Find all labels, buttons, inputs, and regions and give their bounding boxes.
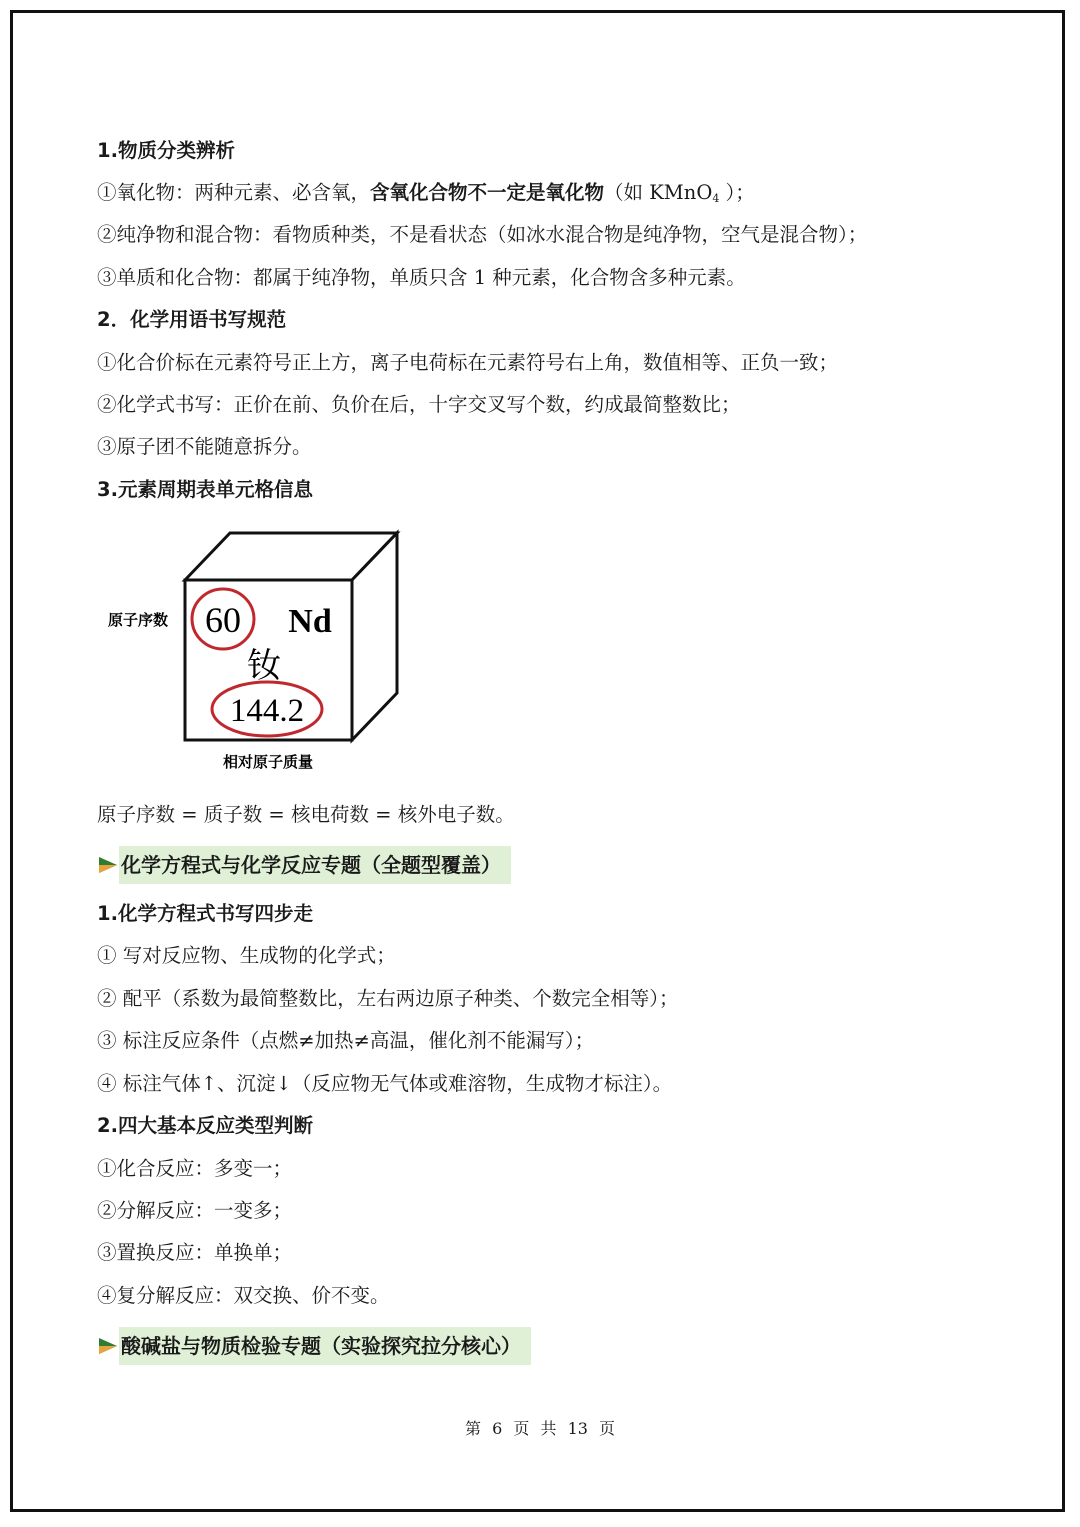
section-heading-notation: 2．化学用语书写规范 <box>97 308 287 331</box>
total-pages: 13 <box>567 1419 588 1438</box>
section-heading-classification: 1.物质分类辨析 <box>97 139 235 162</box>
footer-text: 第 <box>464 1419 481 1438</box>
text-line: ③原子团不能随意拆分。 <box>97 435 312 458</box>
footer-text: 页 <box>599 1419 616 1438</box>
bold-text: 含氧化合物不一定是氧化物 <box>370 181 605 204</box>
section-heading-periodic-cell: 3.元素周期表单元格信息 <box>97 478 313 501</box>
list-item: ②分解反应：一变多； <box>97 1199 293 1222</box>
banner-title: 酸碱盐与物质检验专题（实验探究拉分核心） <box>119 1327 531 1365</box>
list-item: ①化合反应：多变一； <box>97 1157 293 1180</box>
atomic-mass: 144.2 <box>229 693 305 729</box>
list-item: ④复分解反应：双交换、价不变。 <box>97 1284 390 1307</box>
footer-text: 共 <box>540 1419 557 1438</box>
text-line: ①化合价标在元素符号正上方，离子电荷标在元素符号右上角，数值相等、正负一致； <box>97 351 839 374</box>
text-segment: ）； <box>719 181 755 204</box>
list-item: ④ 标注气体↑、沉淀↓（反应物无气体或难溶物，生成物才标注）。 <box>97 1072 673 1095</box>
topic-banner <box>97 846 511 884</box>
atomic-number: 60 <box>205 600 241 640</box>
element-symbol: Nd <box>288 603 332 640</box>
list-item: ② 配平（系数为最简整数比，左右两边原子种类、个数完全相等）； <box>97 987 679 1010</box>
banner-title: 化学方程式与化学反应专题（全题型覆盖） <box>119 846 511 884</box>
text-segment: ①氧化物：两种元素、必含氧， <box>97 181 371 204</box>
footer-text: 页 <box>513 1419 530 1438</box>
subscript: 4 <box>712 192 720 205</box>
element-name: 钕 <box>247 646 281 686</box>
text-line: 原子序数 = 质子数 = 核电荷数 = 核外电子数。 <box>97 803 515 826</box>
label-atomic-mass: 相对原子质量 <box>222 753 314 771</box>
list-item: ③置换反应：单换单； <box>97 1241 293 1264</box>
text-segment: （如 KMnO <box>604 181 713 204</box>
text-line: ③单质和化合物：都属于纯净物，单质只含 1 种元素，化合物含多种元素。 <box>97 266 746 289</box>
text-line: ②纯净物和混合物：看物质种类，不是看状态（如冰水混合物是纯净物，空气是混合物）； <box>97 223 868 246</box>
text-line <box>97 180 755 212</box>
periodic-table-cell-figure <box>100 525 420 780</box>
section-heading-reaction-types: 2.四大基本反应类型判断 <box>97 1114 313 1137</box>
page-number: 6 <box>492 1419 503 1438</box>
play-arrow-icon <box>97 854 119 876</box>
page-footer <box>0 1416 1080 1439</box>
section-heading-equation-steps: 1.化学方程式书写四步走 <box>97 902 313 925</box>
text-line: ②化学式书写：正价在前、负价在后，十字交叉写个数，约成最简整数比； <box>97 393 741 416</box>
topic-banner <box>97 1327 531 1365</box>
play-arrow-icon <box>97 1335 119 1357</box>
list-item: ③ 标注反应条件（点燃≠加热≠高温，催化剂不能漏写）； <box>97 1029 595 1052</box>
list-item: ① 写对反应物、生成物的化学式； <box>97 944 396 967</box>
label-atomic-number: 原子序数 <box>108 611 169 629</box>
